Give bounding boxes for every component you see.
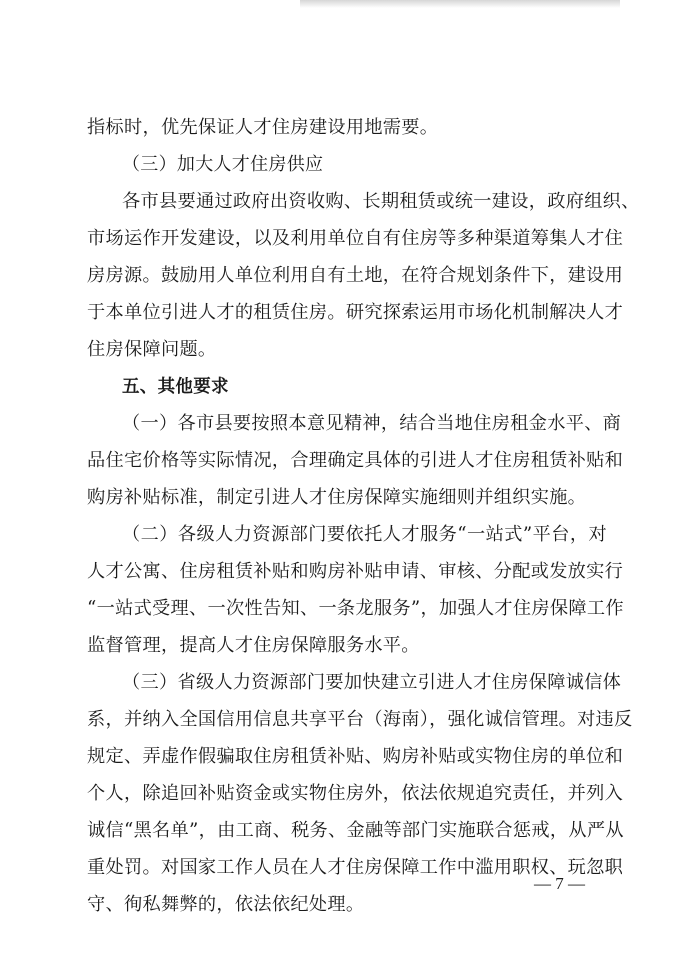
text-line: “一站式受理、一次性告知、一条龙服务”，加强人才住房保障工作: [87, 598, 624, 619]
scan-edge-shadow: [300, 0, 620, 8]
text-line: 系，并纳入全国信用信息共享平台（海南），强化诚信管理。对违反: [87, 709, 633, 730]
page-number: — 7 —: [534, 874, 585, 893]
text-line: 规定、弄虚作假骗取住房租赁补贴、购房补贴或实物住房的单位和: [87, 746, 624, 767]
text-line: 购房补贴标准，制定引进人才住房保障实施细则并组织实施。: [87, 487, 587, 508]
text-line: 重处罚。对国家工作人员在人才住房保障工作中滥用职权、玩忽职: [87, 857, 624, 878]
text-line: 于本单位引进人才的租赁住房。研究探索运用市场化机制解决人才: [87, 302, 624, 323]
text-line: 监督管理，提高人才住房保障服务水平。: [87, 635, 420, 656]
text-line: 市场运作开发建设，以及利用单位自有住房等多种渠道筹集人才住: [87, 228, 624, 249]
text-line: 房房源。鼓励用人单位利用自有土地，在符合规划条件下，建设用: [87, 265, 624, 286]
subsection-heading: （三）加大人才住房供应: [122, 154, 324, 175]
text-line: 个人，除追回补贴资金或实物住房外，依法依规追究责任，并列入: [87, 783, 624, 804]
text-line: 指标时，优先保证人才住房建设用地需要。: [87, 117, 439, 138]
text-line: 各市县要通过政府出资收购、长期租赁或统一建设，政府组织、: [122, 191, 640, 212]
text-line: 住房保障问题。: [87, 339, 217, 360]
text-line: （三）省级人力资源部门要加快建立引进人才住房保障诚信体: [122, 672, 622, 693]
text-line: 人才公寓、住房租赁补贴和购房补贴申请、审核、分配或发放实行: [87, 561, 624, 582]
text-line: 守、徇私舞弊的，依法依纪处理。: [87, 894, 365, 915]
text-line: （一）各市县要按照本意见精神，结合当地住房租金水平、商: [122, 413, 622, 434]
text-line: （二）各级人力资源部门要依托人才服务“一站式”平台，对: [122, 524, 607, 545]
text-line: 品住宅价格等实际情况，合理确定具体的引进人才住房租赁补贴和: [87, 450, 624, 471]
text-line: 诚信“黑名单”，由工商、税务、金融等部门实施联合惩戒，从严从: [87, 820, 624, 841]
section-heading: 五、其他要求: [122, 377, 229, 397]
